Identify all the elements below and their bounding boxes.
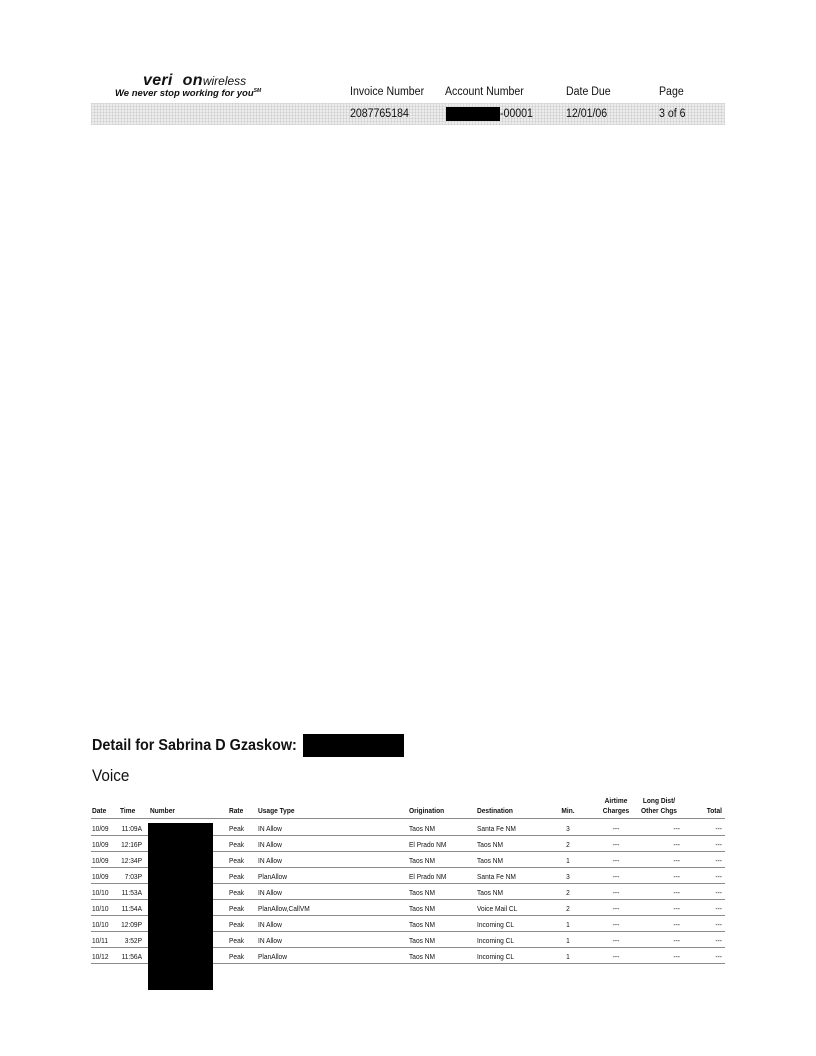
- cell-total: ---: [715, 856, 722, 865]
- cell-usage-type: IN Allow: [258, 840, 282, 849]
- cell-destination: Santa Fe NM: [477, 824, 516, 833]
- cell-long-dist-charges: ---: [673, 920, 680, 929]
- cell-usage-type: IN Allow: [258, 920, 282, 929]
- cell-total: ---: [715, 936, 722, 945]
- account-number-redaction: [446, 107, 500, 121]
- cell-airtime-charges: ---: [612, 888, 620, 897]
- cell-date: 10/09: [92, 872, 109, 881]
- cell-min: 2: [566, 840, 570, 849]
- header-underline: [91, 818, 725, 819]
- page-value: 3 of 6: [659, 108, 686, 120]
- cell-rate: Peak: [229, 872, 245, 881]
- cell-origination: Taos NM: [409, 952, 436, 961]
- cell-airtime-charges: ---: [612, 824, 620, 833]
- cell-usage-type: PlanAllow,CallVM: [258, 904, 310, 913]
- col-header-long-dist: Long Dist/: [642, 796, 676, 805]
- cell-airtime-charges: ---: [612, 936, 620, 945]
- cell-min: 1: [566, 952, 570, 961]
- cell-usage-type: PlanAllow: [258, 952, 287, 961]
- phone-number-redaction: [303, 734, 404, 757]
- cell-rate: Peak: [229, 936, 245, 945]
- cell-total: ---: [715, 920, 722, 929]
- cell-long-dist-charges: ---: [673, 824, 680, 833]
- cell-long-dist-charges: ---: [673, 904, 680, 913]
- cell-destination: Incoming CL: [477, 936, 515, 945]
- cell-rate: Peak: [229, 888, 245, 897]
- cell-rate: Peak: [229, 840, 245, 849]
- cell-origination: Taos NM: [409, 824, 436, 833]
- cell-time: 3:52P: [124, 936, 142, 945]
- cell-rate: Peak: [229, 920, 245, 929]
- cell-long-dist-charges: ---: [673, 856, 680, 865]
- cell-total: ---: [715, 952, 722, 961]
- cell-origination: El Prado NM: [409, 840, 447, 849]
- phone-number-column-redaction: [148, 823, 213, 990]
- cell-airtime-charges: ---: [612, 872, 620, 881]
- cell-date: 10/10: [92, 920, 109, 929]
- cell-origination: El Prado NM: [409, 872, 447, 881]
- date-due-label: Date Due: [566, 86, 611, 98]
- cell-time: 11:09A: [121, 824, 142, 833]
- cell-long-dist-charges: ---: [673, 888, 680, 897]
- cell-time: 12:16P: [121, 840, 142, 849]
- col-header-date: Date: [92, 806, 107, 815]
- logo-wordmark-part1: veri: [143, 72, 173, 89]
- cell-destination: Voice Mail CL: [477, 904, 518, 913]
- account-number-label: Account Number: [445, 86, 524, 98]
- cell-time: 11:53A: [121, 888, 142, 897]
- cell-airtime-charges: ---: [612, 952, 620, 961]
- col-header-other-chgs: Other Chgs: [641, 806, 677, 815]
- cell-airtime-charges: ---: [612, 920, 620, 929]
- cell-rate: Peak: [229, 952, 245, 961]
- cell-time: 7:03P: [124, 872, 142, 881]
- invoice-number-label: Invoice Number: [350, 86, 425, 98]
- cell-origination: Taos NM: [409, 936, 436, 945]
- cell-min: 2: [566, 904, 570, 913]
- logo-wordmark: [143, 74, 246, 88]
- col-header-rate: Rate: [229, 806, 244, 815]
- col-header-charges: Charges: [602, 806, 630, 815]
- cell-date: 10/10: [92, 888, 109, 897]
- service-mark: SM: [253, 88, 262, 94]
- cell-usage-type: IN Allow: [258, 856, 282, 865]
- cell-destination: Taos NM: [477, 840, 504, 849]
- cell-airtime-charges: ---: [612, 856, 620, 865]
- cell-destination: Incoming CL: [477, 920, 515, 929]
- col-header-usage-type: Usage Type: [258, 806, 295, 815]
- cell-rate: Peak: [229, 856, 245, 865]
- account-number-suffix: -00001: [500, 108, 533, 120]
- cell-long-dist-charges: ---: [673, 872, 680, 881]
- col-header-origination: Origination: [409, 806, 445, 815]
- invoice-number-value: 2087765184: [350, 108, 409, 120]
- cell-date: 10/09: [92, 840, 109, 849]
- col-header-number: Number: [150, 806, 175, 815]
- date-due-value: 12/01/06: [566, 108, 608, 120]
- cell-min: 1: [566, 936, 570, 945]
- logo-wordmark-part2: on: [182, 72, 203, 89]
- col-header-min: Min.: [561, 806, 575, 815]
- cell-airtime-charges: ---: [612, 904, 620, 913]
- cell-destination: Taos NM: [477, 888, 504, 897]
- cell-total: ---: [715, 904, 722, 913]
- logo-wordmark-part3: wireless: [202, 74, 247, 88]
- col-header-total: Total: [706, 806, 722, 815]
- cell-time: 12:34P: [121, 856, 142, 865]
- voice-section-title: Voice: [92, 766, 130, 785]
- cell-min: 1: [566, 856, 570, 865]
- cell-time: 11:54A: [121, 904, 142, 913]
- cell-min: 1: [566, 920, 570, 929]
- cell-origination: Taos NM: [409, 904, 436, 913]
- logo-tagline-text: We never stop working for you: [115, 88, 254, 100]
- cell-long-dist-charges: ---: [673, 840, 680, 849]
- cell-min: 3: [566, 824, 570, 833]
- cell-min: 2: [566, 888, 570, 897]
- cell-date: 10/11: [92, 936, 109, 945]
- cell-usage-type: IN Allow: [258, 824, 282, 833]
- cell-date: 10/09: [92, 856, 109, 865]
- cell-time: 12:09P: [121, 920, 142, 929]
- cell-date: 10/10: [92, 904, 109, 913]
- cell-total: ---: [715, 824, 722, 833]
- logo-tagline: [115, 88, 261, 99]
- col-header-airtime: Airtime: [604, 796, 628, 805]
- cell-min: 3: [566, 872, 570, 881]
- cell-rate: Peak: [229, 904, 245, 913]
- cell-origination: Taos NM: [409, 888, 436, 897]
- cell-origination: Taos NM: [409, 920, 436, 929]
- cell-destination: Taos NM: [477, 856, 504, 865]
- cell-date: 10/09: [92, 824, 109, 833]
- cell-destination: Santa Fe NM: [477, 872, 516, 881]
- cell-rate: Peak: [229, 824, 245, 833]
- cell-long-dist-charges: ---: [673, 936, 680, 945]
- cell-long-dist-charges: ---: [673, 952, 680, 961]
- cell-total: ---: [715, 872, 722, 881]
- cell-time: 11:56A: [121, 952, 142, 961]
- cell-total: ---: [715, 888, 722, 897]
- cell-origination: Taos NM: [409, 856, 436, 865]
- cell-airtime-charges: ---: [612, 840, 620, 849]
- cell-total: ---: [715, 840, 722, 849]
- cell-usage-type: IN Allow: [258, 936, 282, 945]
- page-label: Page: [659, 86, 684, 98]
- detail-title: Detail for Sabrina D Gzaskow:: [92, 737, 297, 754]
- col-header-time: Time: [120, 806, 136, 815]
- cell-usage-type: IN Allow: [258, 888, 282, 897]
- cell-date: 10/12: [92, 952, 109, 961]
- col-header-destination: Destination: [477, 806, 513, 815]
- cell-usage-type: PlanAllow: [258, 872, 287, 881]
- cell-destination: Incoming CL: [477, 952, 515, 961]
